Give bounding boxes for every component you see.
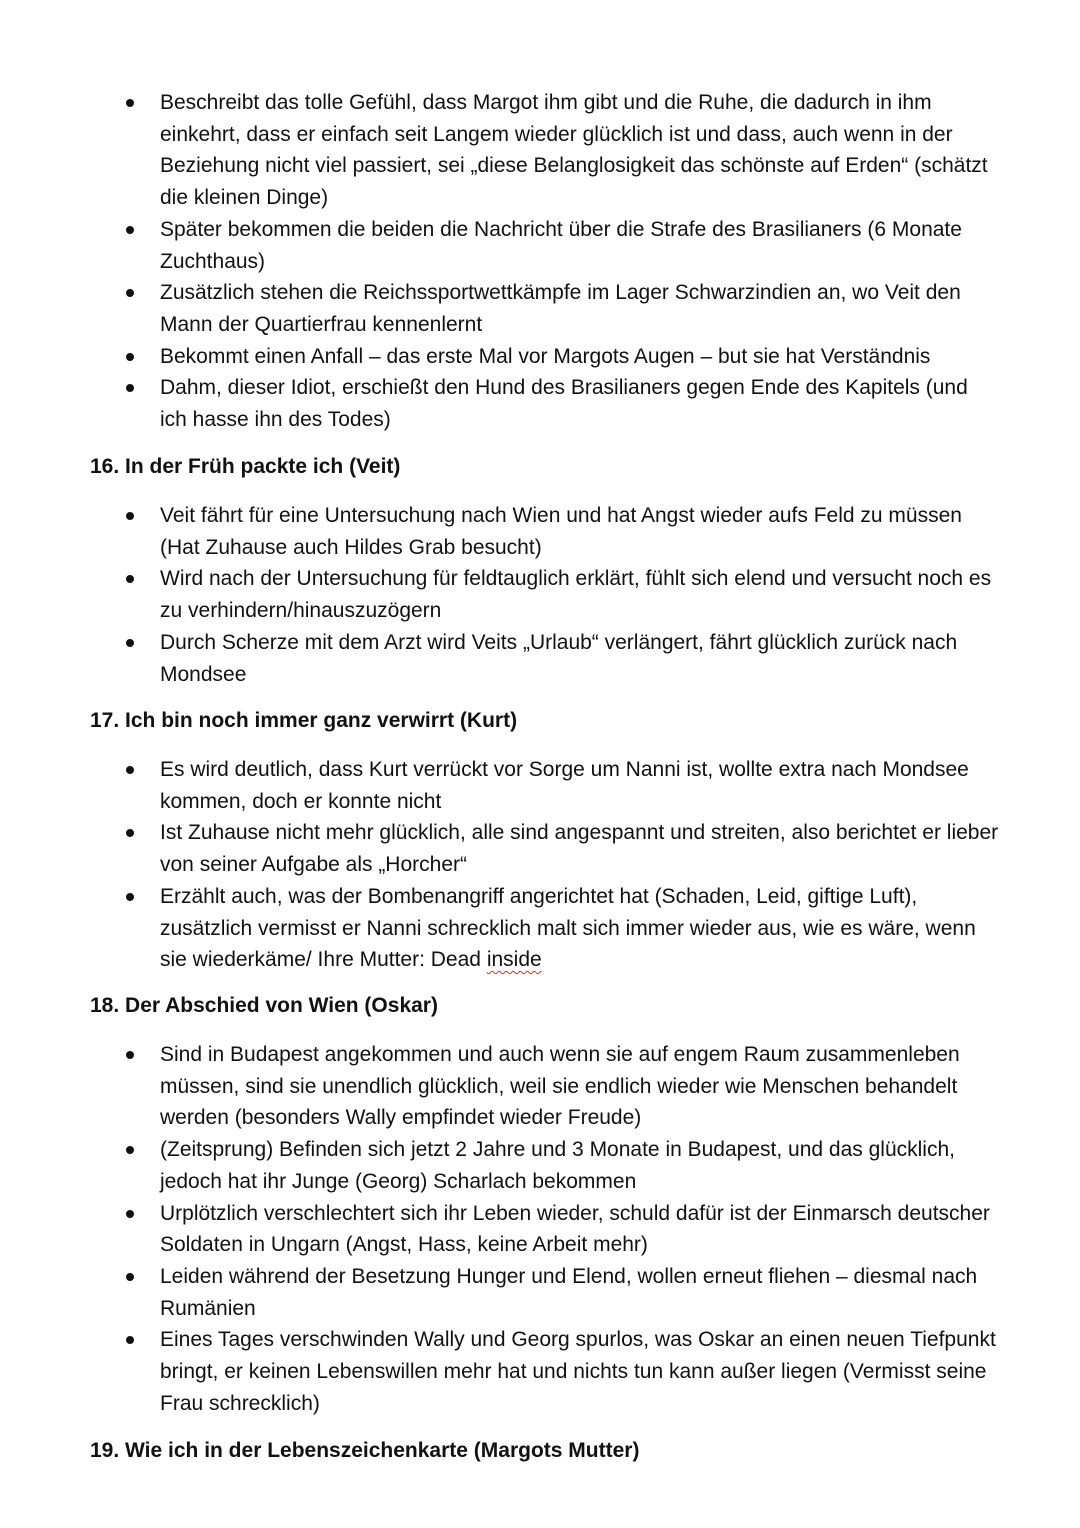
list-item: [0, 1039, 1080, 1134]
bullet-text: Ist Zuhause nicht mehr glücklich, alle sind angespannt und streiten, also berichtet er lieber von seiner Aufgabe als „Horcher“: [160, 821, 999, 877]
bullet-text: Dahm, dieser Idiot, erschießt den Hund des Brasilianers gegen Ende des Kapitels (und ich hasse ihn des Todes): [160, 376, 968, 432]
list-item: [0, 500, 1080, 563]
list-item: [0, 817, 1080, 880]
bullet-dot-icon: [126, 639, 134, 647]
bullet-text: Es wird deutlich, dass Kurt verrückt vor Sorge um Nanni ist, wollte extra nach Mondsee kommen, doch er konnte nicht: [160, 758, 969, 813]
bullet-text: Erzählt auch, was der Bombenangriff angerichtet hat (Schaden, Leid, giftige Luft), zusätzlich vermisst er Nanni schrecklich malt sich immer wieder aus, wie es wäre, wenn sie wiederkäme/ Ihre Mutter: Dead: [160, 884, 976, 972]
bullet-dot-icon: [126, 512, 134, 520]
list-item: [0, 1134, 1080, 1197]
chapter-17-bullet-list: [0, 754, 1080, 976]
intro-bullet-list: [0, 87, 1080, 436]
bullet-dot-icon: [126, 1273, 134, 1281]
bullet-text: Zusätzlich stehen die Reichssportwettkämpfe im Lager Schwarzindien an, wo Veit den Mann der Quartierfrau kennenlernt: [160, 281, 961, 336]
chapter-heading-16: 16. In der Früh packte ich (Veit): [90, 455, 401, 478]
list-item: [0, 1198, 1080, 1261]
bullet-dot-icon: [126, 289, 134, 297]
list-item: [0, 87, 1080, 214]
bullet-dot-icon: [126, 829, 134, 837]
list-item: [0, 1324, 1080, 1419]
bullet-dot-icon: [126, 1051, 134, 1059]
bullet-dot-icon: [126, 1210, 134, 1218]
bullet-text: Leiden während der Besetzung Hunger und Elend, wollen erneut fliehen – diesmal nach Rumänien: [160, 1264, 978, 1320]
chapter-heading-17: 17. Ich bin noch immer ganz verwirrt (Kurt): [90, 709, 518, 732]
list-item: [0, 627, 1080, 690]
list-item: [0, 341, 1080, 373]
list-item: [0, 1261, 1080, 1324]
bullet-text: Wird nach der Untersuchung für feldtauglich erklärt, fühlt sich elend und versucht noch es zu verhindern/hinauszuzögern: [160, 567, 992, 623]
bullet-dot-icon: [126, 384, 134, 392]
bullet-text: Durch Scherze mit dem Arzt wird Veits „Urlaub“ verlängert, fährt glücklich zurück nach Mondsee: [160, 630, 958, 686]
chapter-18-bullet-list: [0, 1039, 1080, 1419]
bullet-dot-icon: [126, 99, 134, 107]
bullet-dot-icon: [126, 1336, 134, 1344]
spellcheck-word: inside: [486, 948, 542, 972]
chapter-heading-19: 19. Wie ich in der Lebenszeichenkarte (Margots Mutter): [90, 1439, 640, 1462]
chapter-heading-18: 18. Der Abschied von Wien (Oskar): [90, 994, 438, 1017]
bullet-text: Bekommt einen Anfall – das erste Mal vor Margots Augen – but sie hat Verständnis: [160, 344, 931, 368]
bullet-text: Eines Tages verschwinden Wally und Georg spurlos, was Oskar an einen neuen Tiefpunkt bringt, er keinen Lebenswillen mehr hat und nichts tun kann außer liegen (Vermisst seine Frau schrecklich): [160, 1328, 996, 1415]
list-item: [0, 277, 1080, 340]
chapter-16-bullet-list: [0, 500, 1080, 690]
bullet-text: (Zeitsprung) Befinden sich jetzt 2 Jahre und 3 Monate in Budapest, und das glücklich, jedoch hat ihr Junge (Georg) Scharlach bekommen: [160, 1138, 955, 1193]
bullet-text: Beschreibt das tolle Gefühl, dass Margot ihm gibt und die Ruhe, die dadurch in ihm einkehrt, dass er einfach seit Langem wieder glücklich ist und dass, auch wenn in der Beziehung nicht viel passiert, sei „diese Belanglosigkeit das schönste auf Erden“ (schätzt die kleinen Dinge): [160, 91, 988, 210]
list-item: [0, 214, 1080, 277]
bullet-text: Urplötzlich verschlechtert sich ihr Leben wieder, schuld dafür ist der Einmarsch deutscher Soldaten in Ungarn (Angst, Hass, keine Arbeit mehr): [160, 1201, 990, 1257]
list-item: [0, 881, 1080, 976]
bullet-dot-icon: [126, 893, 134, 901]
bullet-dot-icon: [126, 353, 134, 361]
bullet-text: Später bekommen die beiden die Nachricht über die Strafe des Brasilianers (6 Monate Zuchthaus): [160, 217, 962, 273]
bullet-text: Veit fährt für eine Untersuchung nach Wien und hat Angst wieder aufs Feld zu müssen (Hat Zuhause auch Hildes Grab besucht): [160, 504, 962, 559]
bullet-dot-icon: [126, 575, 134, 583]
bullet-dot-icon: [126, 1146, 134, 1154]
bullet-text: Sind in Budapest angekommen und auch wenn sie auf engem Raum zusammenleben müssen, sind sie unendlich glücklich, weil sie endlich wieder wie Menschen behandelt werden (besonders Wally empfindet wieder Freude): [160, 1043, 960, 1130]
bullet-dot-icon: [126, 226, 134, 234]
list-item: [0, 372, 1080, 435]
list-item: [0, 754, 1080, 817]
bullet-dot-icon: [126, 766, 134, 774]
list-item: [0, 563, 1080, 626]
